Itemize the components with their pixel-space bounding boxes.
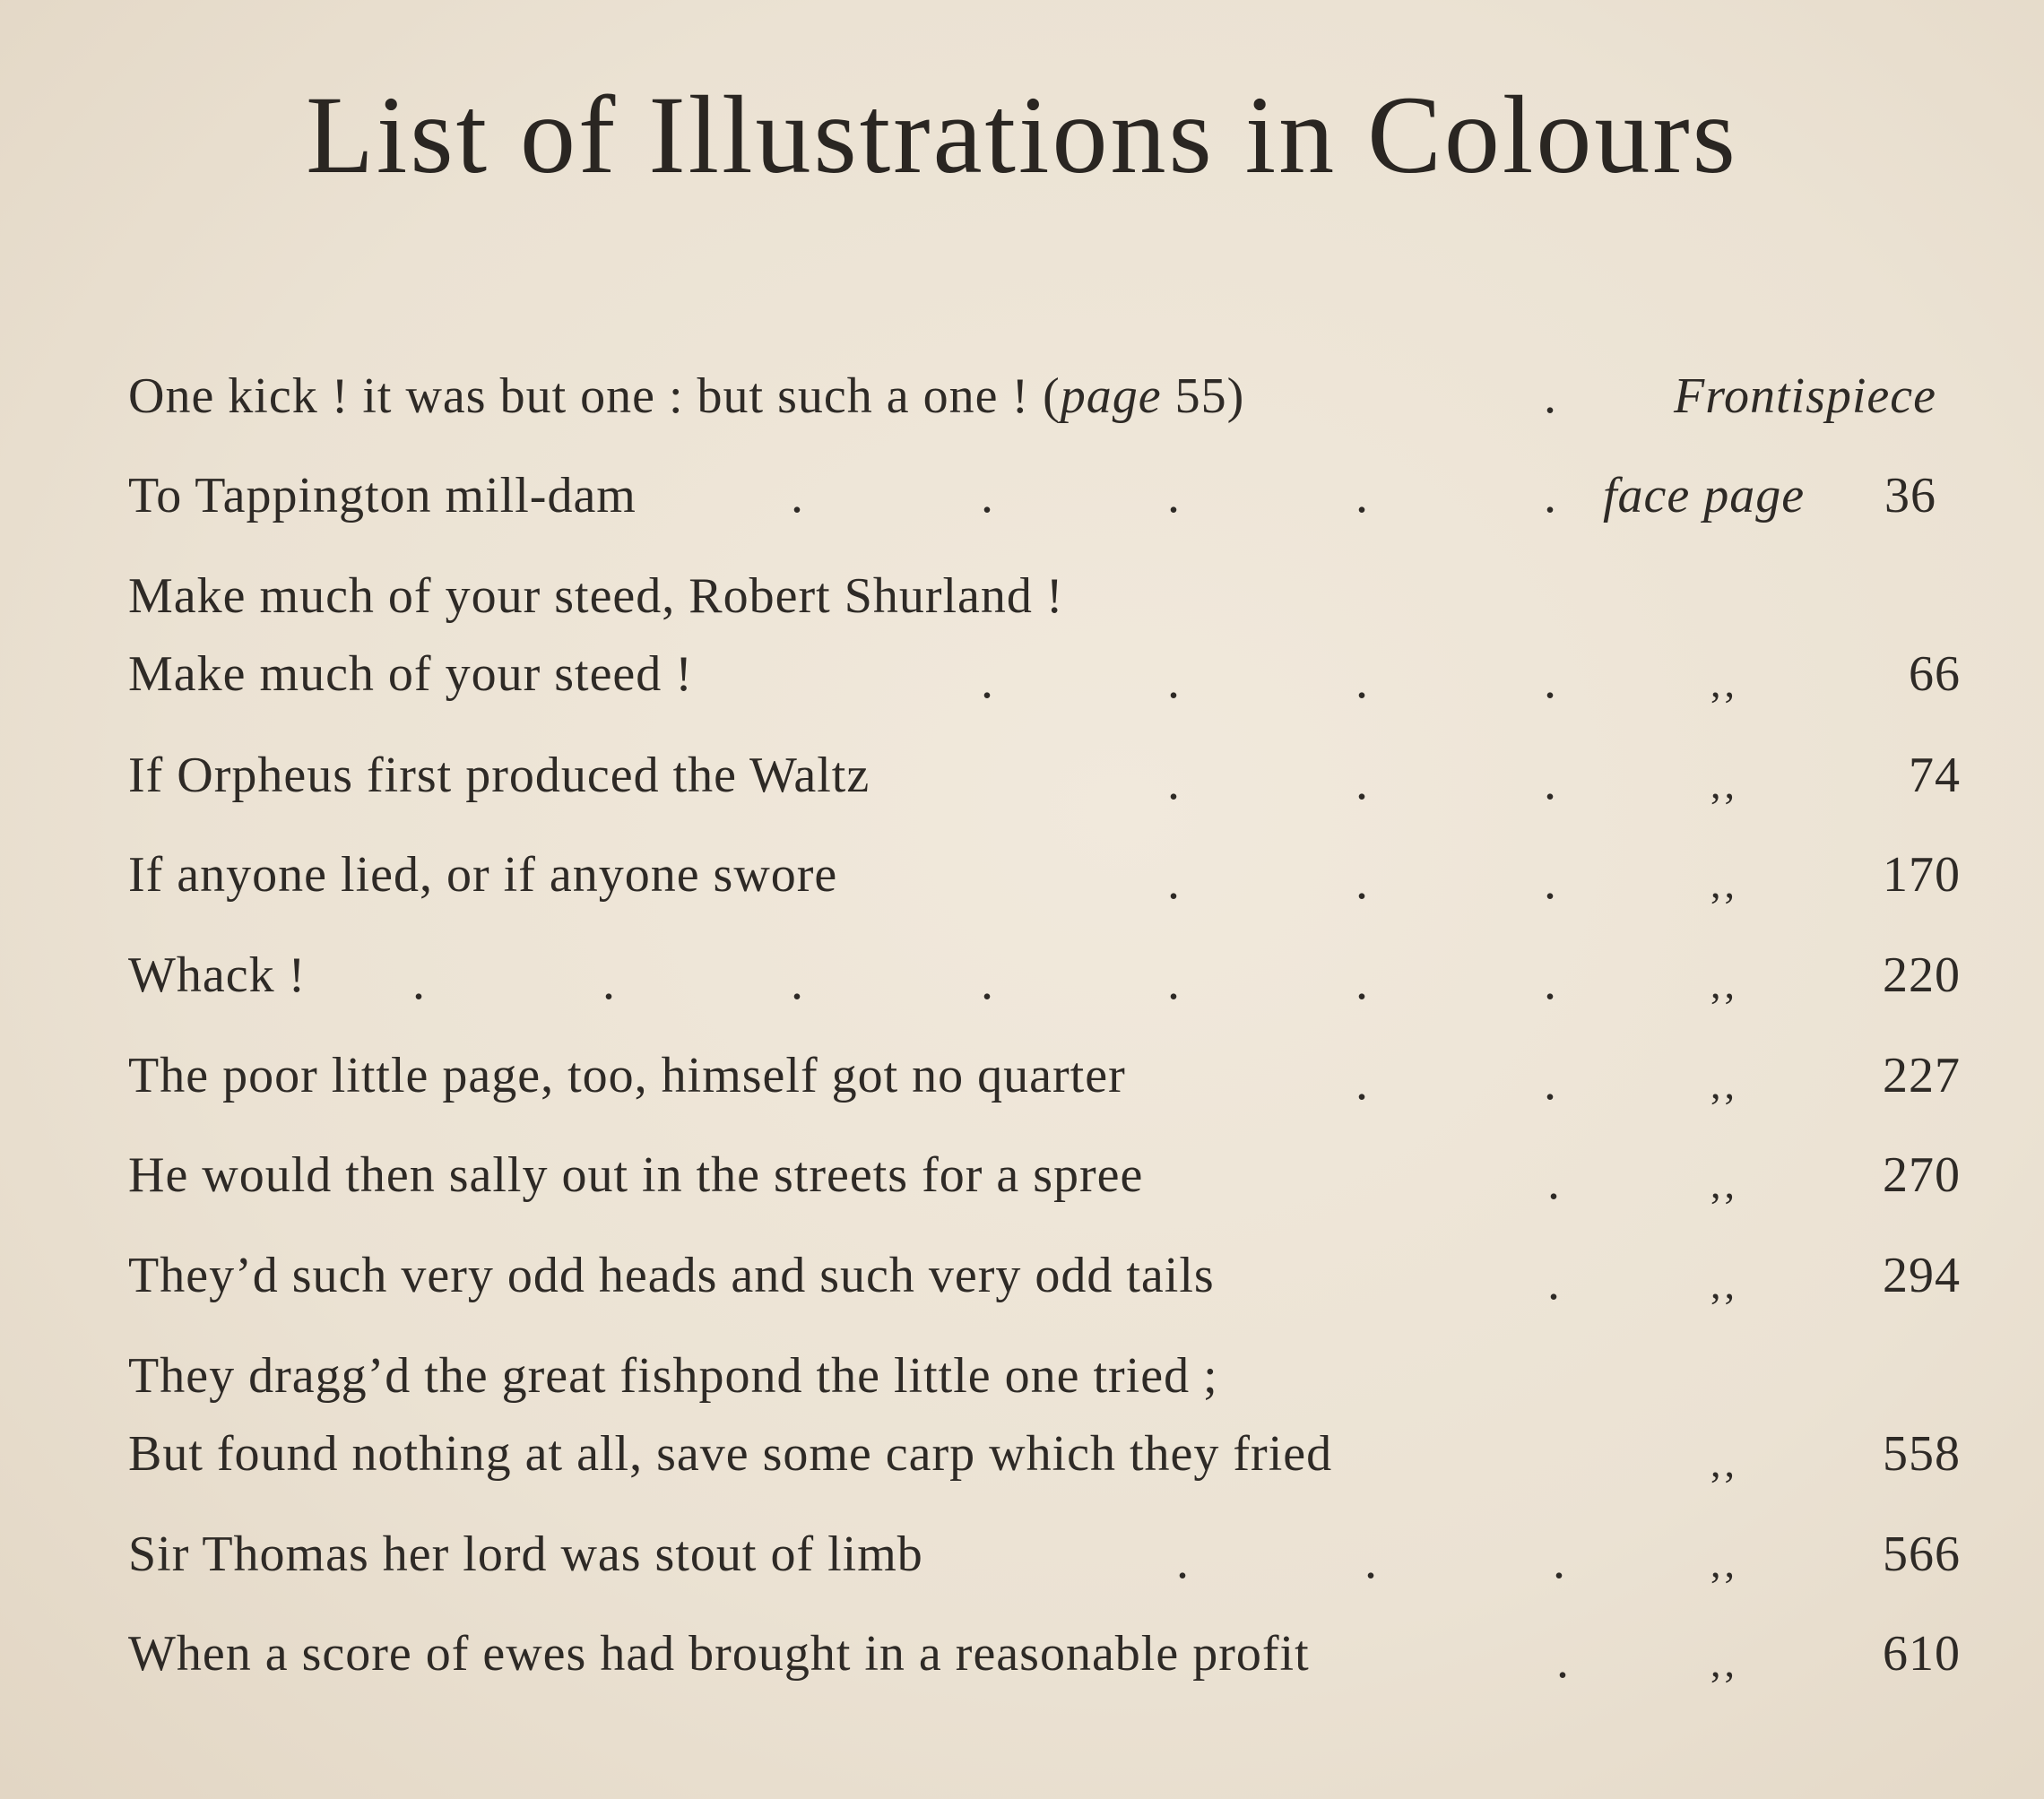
leader-dot: .: [1355, 755, 1369, 810]
page-number: 558: [1883, 1426, 1961, 1482]
list-item: [0, 1409, 2044, 1490]
page-number: 74: [1909, 748, 1961, 803]
leader-dot: .: [1544, 755, 1557, 810]
leader-dot: .: [1544, 368, 1557, 424]
illustration-caption-line1: Make much of your steed, Robert Shurland !: [128, 568, 1064, 624]
list-item: [0, 629, 2044, 710]
list-item-line1: [0, 1331, 2044, 1412]
illustration-caption: But found nothing at all, save some carp which they fried: [128, 1426, 1333, 1482]
ditto-mark: ,,: [1711, 1161, 1738, 1207]
list-item: [0, 1130, 2044, 1211]
ditto-mark: ,,: [1711, 1061, 1738, 1107]
leader-dot: .: [412, 955, 426, 1010]
list-item: [0, 1031, 2044, 1111]
illustration-caption: Make much of your steed !: [128, 646, 693, 702]
list-item: [0, 731, 2044, 811]
leader-dot: .: [1355, 1055, 1369, 1111]
placement-label: face page: [1603, 468, 1806, 523]
ditto-mark: ,,: [1711, 1261, 1738, 1307]
leader-dot: .: [1355, 468, 1369, 523]
illustration-caption: If anyone lied, or if anyone swore: [128, 847, 838, 903]
leader-dot: .: [1167, 653, 1181, 709]
page-number: 227: [1883, 1048, 1961, 1103]
list-item: [0, 1609, 2044, 1690]
ditto-mark: ,,: [1711, 761, 1738, 807]
leader-dot: .: [1544, 468, 1557, 523]
ditto-mark: ,,: [1711, 1639, 1738, 1685]
illustration-caption-line1: They dragg’d the great fishpond the little one tried ;: [128, 1348, 1218, 1404]
illustration-caption: Sir Thomas her lord was stout of limb: [128, 1527, 923, 1582]
leader-dot: .: [1176, 1534, 1190, 1589]
list-item: [0, 1509, 2044, 1590]
leader-dot: .: [602, 955, 616, 1010]
illustration-caption: Whack !: [128, 947, 307, 1003]
page-number: 294: [1883, 1248, 1961, 1303]
page-number: 270: [1883, 1147, 1961, 1203]
illustration-caption: He would then sally out in the streets for a spree: [128, 1147, 1144, 1203]
page-number: 566: [1883, 1527, 1961, 1582]
leader-dot: .: [1547, 1155, 1561, 1210]
ditto-mark: ,,: [1711, 1440, 1738, 1485]
leader-dot: .: [1544, 1055, 1557, 1111]
leader-dot: .: [1167, 854, 1181, 910]
ditto-mark: ,,: [1711, 961, 1738, 1007]
leader-dot: .: [791, 468, 804, 523]
illustration-caption: One kick ! it was but one : but such a one ! (page 55): [128, 368, 1245, 424]
page-number: 170: [1883, 847, 1961, 903]
leader-dot: .: [1553, 1534, 1566, 1589]
placement-label: Frontispiece: [1674, 368, 1936, 424]
leader-dot: .: [1167, 468, 1181, 523]
leader-dot: .: [1167, 955, 1181, 1010]
leader-dot: .: [1556, 1633, 1570, 1689]
list-item: [0, 1231, 2044, 1311]
ditto-mark: ,,: [1711, 1540, 1738, 1586]
illustration-caption: If Orpheus first produced the Waltz: [128, 748, 870, 803]
list-item-line1: [0, 551, 2044, 632]
list-item: [0, 451, 2044, 532]
list-item: [0, 351, 2044, 432]
leader-dot: .: [1355, 854, 1369, 910]
leader-dot: .: [1355, 955, 1369, 1010]
page-number: 610: [1883, 1626, 1961, 1682]
list-item: [0, 930, 2044, 1011]
leader-dot: .: [1547, 1255, 1561, 1310]
ditto-mark: ,,: [1711, 861, 1738, 906]
leader-dot: .: [981, 468, 994, 523]
leader-dot: .: [1355, 653, 1369, 709]
leader-dot: .: [791, 955, 804, 1010]
page-number: 36: [1884, 468, 1936, 523]
page-number: 66: [1909, 646, 1961, 702]
leader-dot: .: [1364, 1534, 1378, 1589]
leader-dot: .: [981, 653, 994, 709]
leader-dot: .: [1167, 755, 1181, 810]
illustration-caption: To Tappington mill-dam: [128, 468, 637, 523]
page-title: List of Illustrations in Colours: [306, 74, 1738, 196]
leader-dot: .: [981, 955, 994, 1010]
illustration-caption: They’d such very odd heads and such very odd tails: [128, 1248, 1215, 1303]
leader-dot: .: [1544, 653, 1557, 709]
illustration-caption: The poor little page, too, himself got no quarter: [128, 1048, 1126, 1103]
page-number: 220: [1883, 947, 1961, 1003]
ditto-mark: ,,: [1711, 660, 1738, 705]
illustration-caption: When a score of ewes had brought in a reasonable profit: [128, 1626, 1310, 1682]
leader-dot: .: [1544, 854, 1557, 910]
leader-dot: .: [1544, 955, 1557, 1010]
list-item: [0, 830, 2044, 911]
